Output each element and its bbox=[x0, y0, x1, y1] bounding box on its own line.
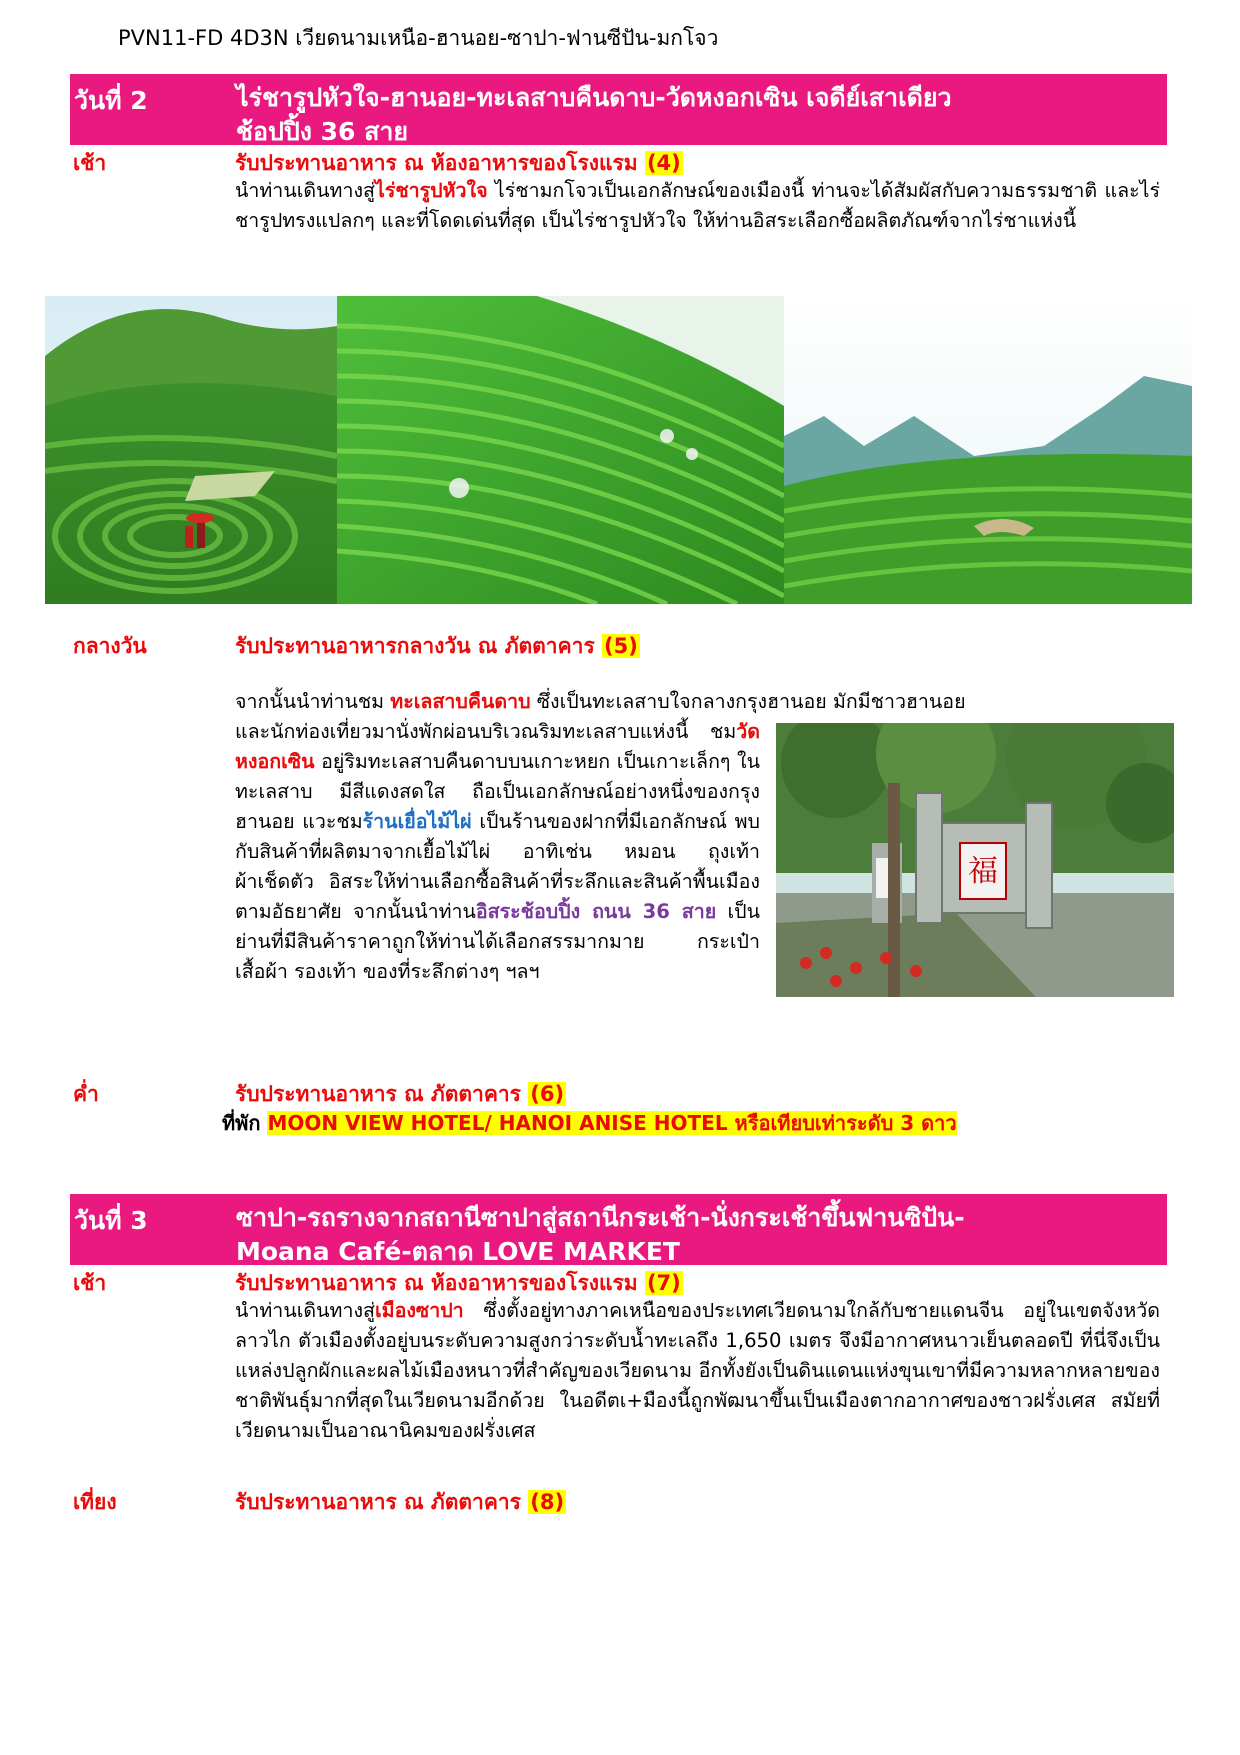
tea-valley-photo bbox=[784, 296, 1192, 604]
ngoc-son-highlight: วัดหงอกเซิน bbox=[235, 720, 760, 773]
day2-dinner-label: ค่ำ bbox=[73, 1082, 99, 1106]
para-text: ซึ่งตั้งอยู่ทางภาคเหนือของประเทศเวียดนามใกล้กับชายแดนจีน อยู่ในเขตจังหวัดลาวไก ตัวเมืองตั้งอยู่บนระดับความสูงกว่าระดับน้ำทะเลถึง 1,650 เมตร จึงมีอากาศหนาวเย็นตลอดปี ที่นี่จึงเป็นแหล่งปลูกผักและผลไม้เมืองหนาวที่สำคัญของเวียดนาม อีกทั้งยังเป็นดินแดนแห่งขุนเขาที่มีความหลากหลายของชาติพันธุ์มากที่สุดในเวียดนามอีกด้วย ในอดีตเ+มืองนี้ถูกพัฒนาขึ้นเป็นเมืองตากอากาศของชาวฝรั่งเศส สมัยที่เวียดนามเป็นอาณานิคมของฝรั่งเศส bbox=[235, 1299, 1160, 1442]
day3-lunch-label: เที่ยง bbox=[73, 1490, 117, 1514]
day2-label: วันที่ 2 bbox=[74, 86, 148, 115]
day3-breakfast-desc: รับประทานอาหาร ณ ห้องอาหารของโรงแรม bbox=[235, 1271, 638, 1295]
day2-title bbox=[236, 81, 952, 149]
day3-lunch-number: (8) bbox=[530, 1490, 565, 1514]
svg-text:福: 福 bbox=[968, 854, 998, 889]
document-header: PVN11-FD 4D3N เวียดนามเหนือ-ฮานอย-ซาปา-ฟานซีปัน-มกโจว bbox=[118, 26, 719, 50]
day2-dinner-number: (6) bbox=[530, 1082, 565, 1106]
para-text: ซึ่งเป็นทะเลสาบใจกลางกรุงฮานอย มักมีชาวฮานอย bbox=[530, 690, 966, 713]
hotel-name-text: MOON VIEW HOTEL/ HANOI ANISE HOTEL bbox=[267, 1111, 728, 1135]
day2-breakfast-label: เช้า bbox=[73, 151, 107, 175]
sapa-highlight: เมืองซาปา bbox=[374, 1299, 464, 1322]
day3-title bbox=[236, 1201, 965, 1269]
day2-breakfast-desc: รับประทานอาหาร ณ ห้องอาหารของโรงแรม bbox=[235, 151, 638, 175]
day2-lunch-number: (5) bbox=[604, 634, 638, 658]
bamboo-shop-highlight: ร้านเยื่อไม้ไผ่ bbox=[362, 810, 472, 833]
hoan-kiem-highlight: ทะเลสาบคืนดาบ bbox=[390, 690, 531, 713]
day3-title-line2: Moana Café-ตลาด LOVE MARKET bbox=[236, 1237, 680, 1266]
para-text: อยู่ริมทะเลสาบคืนดาบบนเกาะหยก เป็นเกาะเล็กๆ ในทะเลสาบ มีสีแดงสดใส ถือเป็นเอกลักษณ์อย่างหนึ่งของกรุงฮานอย แวะชม bbox=[235, 750, 760, 833]
day3-lunch-desc: รับประทานอาหาร ณ ภัตตาคาร bbox=[235, 1490, 521, 1514]
tea-field-highlight: ไร่ชารูปหัวใจ bbox=[374, 179, 488, 202]
day2-tea-paragraph bbox=[235, 176, 1160, 236]
day3-sapa-paragraph bbox=[235, 1296, 1160, 1446]
day2-title-line1: ไร่ชารูปหัวใจ-ฮานอย-ทะเลสาบคืนดาบ-วัดหงอกเซิน เจดีย์เสาเดียว bbox=[236, 83, 952, 112]
para-text: เป็นย่านที่มีสินค้าราคาถูกให้ท่านได้เลือกสรรมากมาย กระเป๋า เสื้อผ้า รองเท้า ของที่ระลึกต่างๆ ฯลฯ bbox=[235, 900, 761, 983]
para-text: นำท่านเดินทางสู่ bbox=[235, 1299, 375, 1322]
para-text: นำท่านเดินทางสู่ bbox=[235, 179, 375, 202]
hotel-prefix: ที่พัก bbox=[222, 1111, 261, 1135]
day2-hanoi-paragraph bbox=[235, 717, 760, 987]
day2-hotel-line bbox=[222, 1107, 957, 1139]
36-street-highlight: อิสระช้อบปิ้ง ถนน 36 สาย bbox=[475, 900, 717, 923]
day2-lunch-desc: รับประทานอาหารกลางวัน ณ ภัตตาคาร bbox=[235, 634, 595, 658]
day2-lunch-label: กลางวัน bbox=[73, 634, 147, 658]
day3-label: วันที่ 3 bbox=[74, 1206, 148, 1235]
day3-header-bar bbox=[70, 1194, 1167, 1265]
day3-lunch-text bbox=[235, 1486, 566, 1519]
hotel-suffix: หรือเทียบเท่าระดับ 3 ดาว bbox=[734, 1111, 957, 1135]
ngoc-son-temple-photo bbox=[776, 723, 1174, 997]
para-text: ไร่ชามกโจวเป็นเอกลักษณ์ของเมืองนี้ ท่านจะได้สัมผัสกับความธรรมชาติ และไร่ชารูปทรงแปลกๆ และที่โดดเด่นที่สุด เป็นไร่ชารูปหัวใจ ให้ท่านอิสระเลือกซื้อผลิตภัณฑ์จากไร่ชาแห่งนี้ bbox=[235, 179, 1160, 232]
day2-title-line2: ช้อปปิ้ง 36 สาย bbox=[236, 117, 409, 146]
day3-breakfast-number: (7) bbox=[646, 1271, 681, 1295]
para-text: และนักท่องเที่ยวมานั่งพักผ่อนบริเวณริมทะเลสาบแห่งนี้ ชม bbox=[235, 720, 737, 743]
day2-hanoi-paragraph-line1 bbox=[235, 687, 1160, 717]
day3-breakfast-label: เช้า bbox=[73, 1271, 107, 1295]
para-text: เป็นร้านของฝากที่มีเอกลักษณ์ พบกับสินค้าที่ผลิตมาจากเยื้อไม้ไผ่ อาทิเช่น หมอน ถุงเท้า ผ้าเช็ดตัว อิสระให้ท่านเลือกซื้อสินค้าที่ระลึกและสินค้าพื้นเมืองตามอัธยาศัย จากนั้นนำท่าน bbox=[235, 810, 760, 923]
hotel-name bbox=[267, 1111, 956, 1135]
tea-hills-photo bbox=[337, 296, 784, 604]
day2-dinner-desc: รับประทานอาหาร ณ ภัตตาคาร bbox=[235, 1082, 521, 1106]
day3-title-line1: ซาปา-รถรางจากสถานีซาปาสู่สถานีกระเช้า-นั่งกระเช้าขึ้นฟานซิปัน- bbox=[236, 1203, 965, 1232]
para-text: จากนั้นนำท่านชม bbox=[235, 690, 391, 713]
tea-heart-photo bbox=[45, 296, 337, 604]
day2-header-bar bbox=[70, 74, 1167, 145]
day2-lunch-text bbox=[235, 630, 640, 663]
day2-breakfast-number: (4) bbox=[646, 151, 681, 175]
